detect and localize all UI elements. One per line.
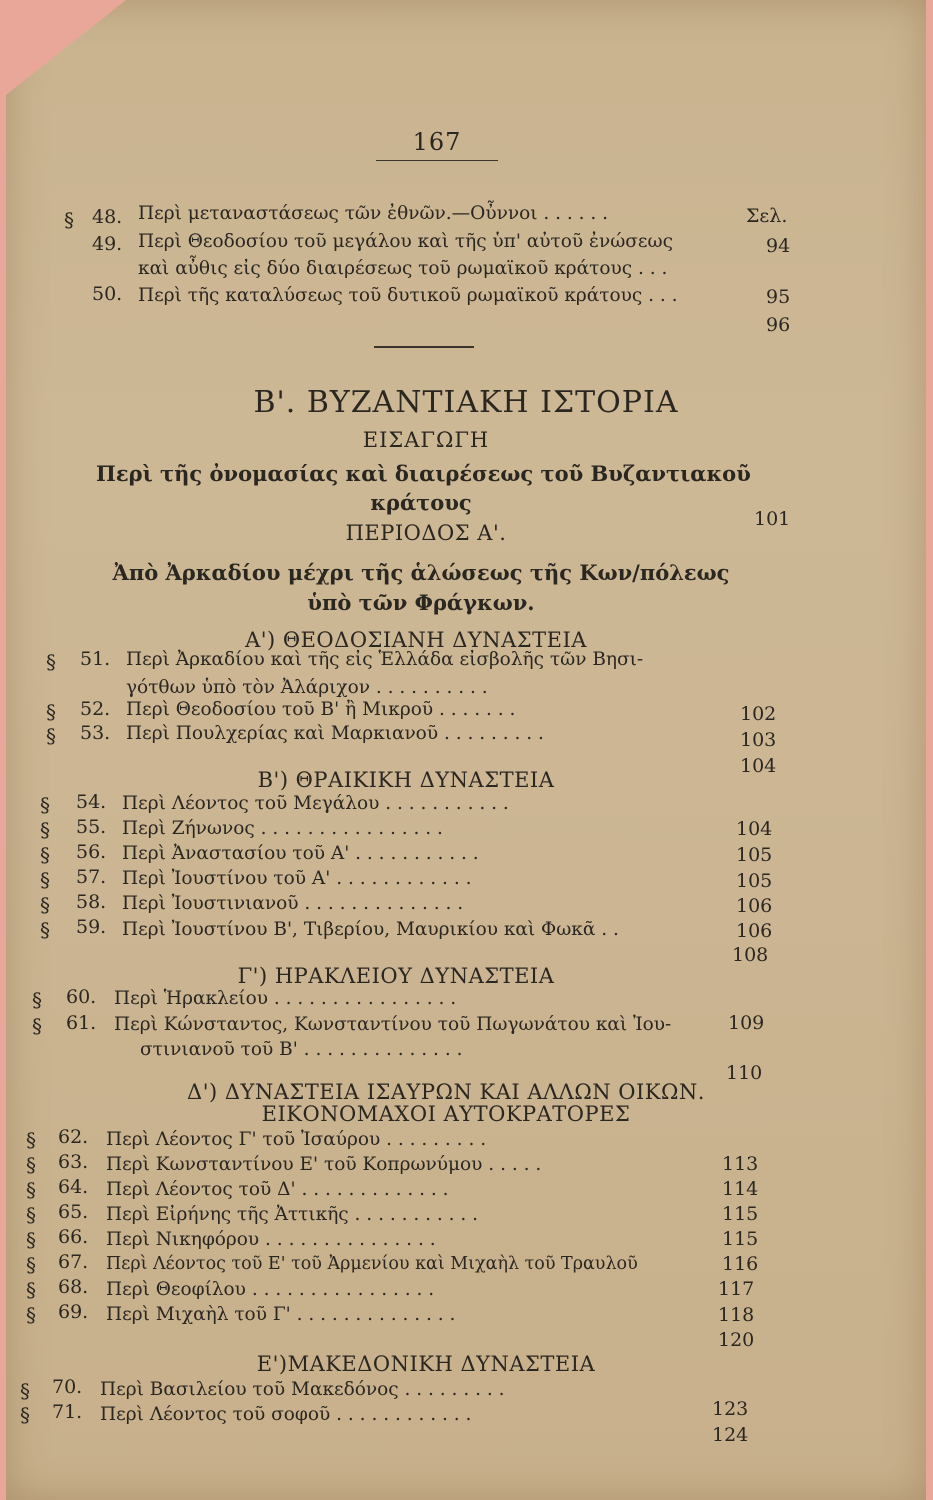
entry-number: 71. bbox=[52, 1401, 83, 1423]
entry-number: 57. bbox=[76, 866, 107, 888]
entry-title: Περὶ Ἀναστασίου τοῦ Α' . . . . . . . . . . . bbox=[122, 843, 479, 864]
dynasty-heading: ΕΙΚΟΝΟΜΑΧΟΙ ΑΥΤΟΚΡΑΤΟΡΕΣ bbox=[261, 1102, 631, 1126]
entry-title: Περὶ Λέοντος τοῦ σοφοῦ . . . . . . . . . . . . bbox=[100, 1404, 472, 1425]
entry-number: 65. bbox=[58, 1201, 89, 1223]
entry-page: 96 bbox=[766, 314, 791, 336]
entry-number: 56. bbox=[76, 841, 107, 863]
section-sign: § bbox=[40, 793, 50, 817]
entry-page: 109 bbox=[728, 1012, 765, 1034]
entry-page: 102 bbox=[740, 703, 777, 725]
entry-number: 53. bbox=[80, 722, 111, 744]
entry-number: 51. bbox=[80, 648, 111, 670]
intro-page: 101 bbox=[754, 508, 791, 530]
divider bbox=[374, 346, 474, 348]
entry-title: Περὶ Νικηφόρου . . . . . . . . . . . . . . . bbox=[106, 1229, 436, 1250]
intro-subtitle: κράτους bbox=[370, 490, 472, 515]
entry-page: 108 bbox=[732, 944, 769, 966]
entry-title: Περὶ Λέοντος τοῦ Μεγάλου . . . . . . . . . . . bbox=[122, 793, 509, 814]
entry-title: Περὶ Εἰρήνης τῆς Ἀττικῆς . . . . . . . . . . . bbox=[106, 1204, 479, 1225]
entry-number: 66. bbox=[58, 1226, 89, 1248]
entry-page: 104 bbox=[740, 755, 777, 777]
entry-title: Περὶ Θεοδοσίου τοῦ Β' ἢ Μικροῦ . . . . . . . bbox=[126, 699, 516, 720]
entry-page: 113 bbox=[722, 1153, 759, 1175]
entry-page: Σελ. bbox=[746, 205, 788, 227]
dynasty-heading: Δ') ΔΥΝΑΣΤΕΙΑ ΙΣΑΥΡΩΝ ΚΑΙ ΑΛΛΩΝ ΟΙΚΩΝ. bbox=[187, 1080, 705, 1104]
entry-title: Περὶ Ἡρακλείου . . . . . . . . . . . . . . . . bbox=[114, 988, 457, 1009]
entry-title: γότθων ὑπὸ τὸν Ἀλάριχον . . . . . . . . . . bbox=[126, 677, 488, 698]
section-sign: § bbox=[40, 818, 50, 842]
entry-number: 58. bbox=[76, 891, 107, 913]
entry-title: Περὶ Λέοντος τοῦ Ε' τοῦ Ἀρμενίου καὶ Μιχαὴλ τοῦ Τραυλοῦ bbox=[106, 1254, 638, 1274]
section-sign: § bbox=[46, 700, 56, 724]
entry-number: 64. bbox=[58, 1176, 89, 1198]
entry-title: Περὶ τῆς καταλύσεως τοῦ δυτικοῦ ρωμαϊκοῦ κράτους . . . bbox=[138, 285, 678, 306]
entry-page: 117 bbox=[718, 1278, 755, 1300]
entry-page: 124 bbox=[712, 1424, 749, 1446]
entry-number: 60. bbox=[66, 986, 97, 1008]
section-sign: § bbox=[40, 893, 50, 917]
section-sign: § bbox=[40, 843, 50, 867]
entry-page: 120 bbox=[718, 1329, 755, 1351]
entry-page: 105 bbox=[736, 844, 773, 866]
entry-number: 59. bbox=[76, 916, 107, 938]
entry-page: 106 bbox=[736, 895, 773, 917]
entry-title: καὶ αὖθις εἰς δύο διαιρέσεως τοῦ ρωμαϊκοῦ κράτους . . . bbox=[138, 258, 668, 279]
entry-page: 115 bbox=[722, 1228, 759, 1250]
entry-number: 70. bbox=[52, 1376, 83, 1398]
entry-number: 61. bbox=[66, 1012, 97, 1034]
entry-page: 118 bbox=[718, 1304, 755, 1326]
period-subtitle: ὑπὸ τῶν Φράγκων. bbox=[307, 590, 535, 615]
section-sign: § bbox=[40, 868, 50, 892]
part-title: Β'. ΒΥΖΑΝΤΙΑΚΗ ΙΣΤΟΡΙΑ bbox=[253, 385, 679, 420]
entry-page: 95 bbox=[766, 286, 791, 308]
entry-title: Περὶ Ἰουστίνου Β', Τιβερίου, Μαυρικίου καὶ Φωκᾶ . . bbox=[122, 919, 619, 940]
section-sign: § bbox=[26, 1278, 36, 1302]
entry-number: 69. bbox=[58, 1301, 89, 1323]
section-sign: § bbox=[26, 1153, 36, 1177]
section-sign: § bbox=[40, 918, 50, 942]
entry-number: 54. bbox=[76, 791, 107, 813]
section-sign: § bbox=[26, 1303, 36, 1327]
entry-number: 62. bbox=[58, 1126, 89, 1148]
entry-title: Περὶ Βασιλείου τοῦ Μακεδόνος . . . . . . . . . bbox=[100, 1379, 505, 1400]
entry-title: Περὶ Μιχαὴλ τοῦ Γ' . . . . . . . . . . . . . . bbox=[106, 1304, 456, 1325]
section-sign: § bbox=[46, 724, 56, 748]
section-sign: § bbox=[46, 650, 56, 674]
entry-title: στινιανοῦ τοῦ Β' . . . . . . . . . . . . . . bbox=[140, 1039, 463, 1060]
entry-number: 63. bbox=[58, 1151, 89, 1173]
entry-page: 114 bbox=[722, 1178, 759, 1200]
entry-title: Περὶ Ἰουστίνου τοῦ Α' . . . . . . . . . . . . bbox=[122, 868, 472, 889]
section-sign: § bbox=[32, 1014, 42, 1038]
entry-number: 49. bbox=[92, 233, 123, 255]
entry-number: 48. bbox=[92, 206, 123, 228]
entry-title: Περὶ Λέοντος Γ' τοῦ Ἰσαύρου . . . . . . . . . bbox=[106, 1129, 487, 1150]
intro-subtitle: Περὶ τῆς ὀνομασίας καὶ διαιρέσεως τοῦ Βυζαντιακοῦ bbox=[96, 461, 751, 486]
entry-title: Περὶ Θεοδοσίου τοῦ μεγάλου καὶ τῆς ὑπ' αὐτοῦ ἐνώσεως bbox=[138, 231, 673, 252]
page-number: 167 bbox=[376, 128, 498, 161]
entry-title: Περὶ Κώνσταντος, Κωνσταντίνου τοῦ Πωγωνάτου καὶ Ἰου- bbox=[114, 1014, 672, 1035]
torn-corner bbox=[6, 0, 126, 95]
section-sign: § bbox=[20, 1379, 30, 1403]
section-sign: § bbox=[26, 1253, 36, 1277]
section-sign: § bbox=[20, 1403, 30, 1427]
entry-page: 115 bbox=[722, 1203, 759, 1225]
dynasty-heading: Β') ΘΡΑΙΚΙΚΗ ΔΥΝΑΣΤΕΙΑ bbox=[257, 768, 555, 792]
dynasty-heading: Γ') ΗΡΑΚΛΕΙΟΥ ΔΥΝΑΣΤΕΙΑ bbox=[237, 964, 555, 988]
entry-title: Περὶ Ζήνωνος . . . . . . . . . . . . . . . . bbox=[122, 818, 443, 839]
entry-number: 50. bbox=[92, 283, 123, 305]
entry-page: 94 bbox=[766, 235, 791, 257]
entry-page: 123 bbox=[712, 1398, 749, 1420]
entry-page: 110 bbox=[726, 1062, 763, 1084]
entry-title: Περὶ Λέοντος τοῦ Δ' . . . . . . . . . . . . . bbox=[106, 1179, 449, 1200]
entry-title: Περὶ Πουλχερίας καὶ Μαρκιανοῦ . . . . . . . . . bbox=[126, 723, 544, 744]
entry-number: 55. bbox=[76, 816, 107, 838]
entry-number: 67. bbox=[58, 1251, 89, 1273]
intro-title: ΕΙΣΑΓΩΓΗ bbox=[362, 428, 490, 452]
entry-page: 103 bbox=[740, 729, 777, 751]
entry-title: Περὶ μεταναστάσεως τῶν ἐθνῶν.—Οὖννοι . . . . . . bbox=[138, 203, 609, 224]
entry-page: 105 bbox=[736, 870, 773, 892]
section-sign: § bbox=[26, 1203, 36, 1227]
section-sign: § bbox=[64, 208, 74, 232]
entry-number: 68. bbox=[58, 1276, 89, 1298]
period-subtitle: Ἀπὸ Ἀρκαδίου μέχρι τῆς ἁλώσεως τῆς Κων/πόλεως bbox=[112, 560, 730, 585]
entry-title: Περὶ Ἀρκαδίου καὶ τῆς εἰς Ἑλλάδα εἰσβολῆς τῶν Βησι- bbox=[126, 649, 644, 670]
entry-title: Περὶ Θεοφίλου . . . . . . . . . . . . . . . . bbox=[106, 1279, 435, 1300]
section-sign: § bbox=[26, 1128, 36, 1152]
entry-title: Περὶ Κωνσταντίνου Ε' τοῦ Κοπρωνύμου . . . . . bbox=[106, 1154, 542, 1175]
section-sign: § bbox=[26, 1228, 36, 1252]
period-title: ΠΕΡΙΟΔΟΣ Α'. bbox=[345, 521, 507, 545]
section-sign: § bbox=[26, 1178, 36, 1202]
entry-page: 116 bbox=[722, 1253, 759, 1275]
entry-title: Περὶ Ἰουστινιανοῦ . . . . . . . . . . . . . . bbox=[122, 893, 464, 914]
entry-page: 104 bbox=[736, 818, 773, 840]
book-page bbox=[6, 0, 926, 1500]
entry-number: 52. bbox=[80, 698, 111, 720]
dynasty-heading: Α') ΘΕΟΔΟΣΙΑΝΗ ΔΥΝΑΣΤΕΙΑ bbox=[245, 628, 587, 652]
section-sign: § bbox=[32, 988, 42, 1012]
entry-page: 106 bbox=[736, 920, 773, 942]
dynasty-heading: Ε')ΜΑΚΕΔΟΝΙΚΗ ΔΥΝΑΣΤΕΙΑ bbox=[256, 1352, 596, 1376]
